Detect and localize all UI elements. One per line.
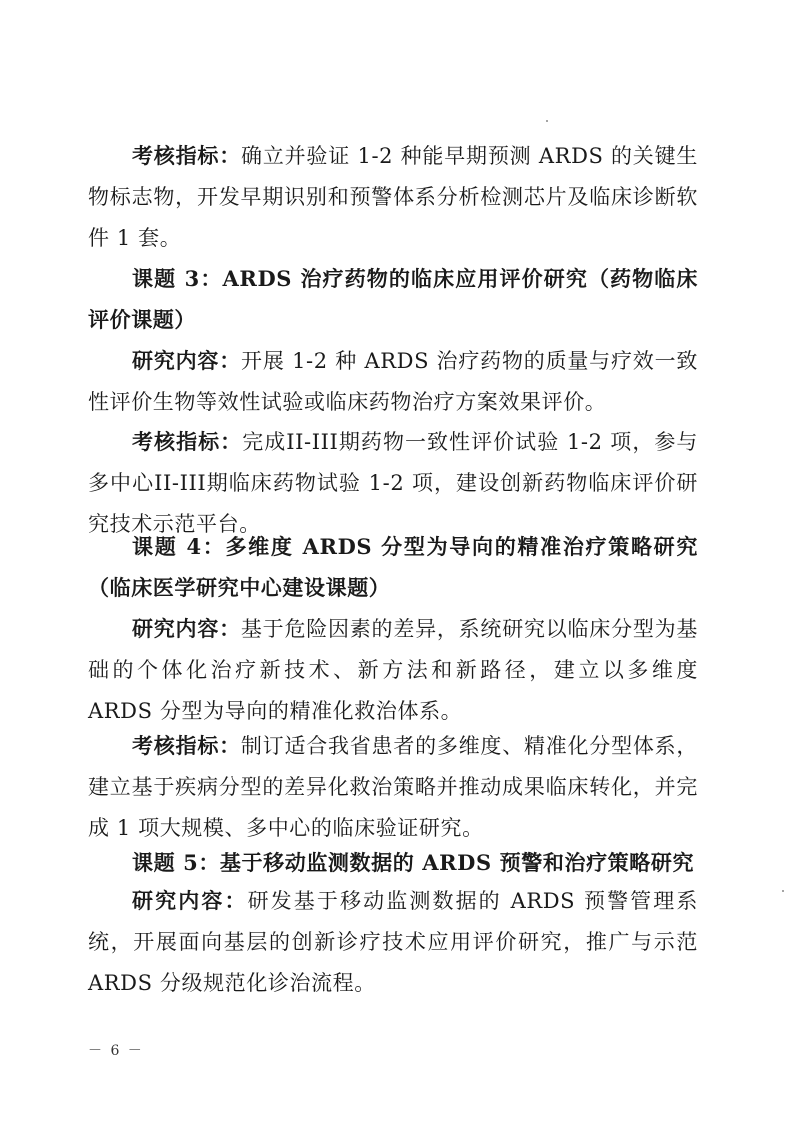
label-assessment-indicators: 考核指标： bbox=[132, 143, 242, 168]
paragraph-research-content-5 bbox=[88, 880, 698, 1004]
label-research-content: 研究内容： bbox=[132, 616, 241, 641]
scan-speck bbox=[782, 890, 784, 892]
heading-topic-3 bbox=[88, 258, 698, 340]
label-research-content: 研究内容： bbox=[132, 888, 248, 913]
paragraph-assessment-indicators-1 bbox=[88, 135, 698, 259]
paragraph-text: 确立并验证 1-2 种能早期预测 ARDS 的关键生物标志物，开发早期识别和预警体系分析检测芯片及临床诊断软件 1 套。 bbox=[88, 144, 698, 250]
page-number: － 6 － bbox=[88, 1043, 144, 1059]
paragraph-text: 开展 1-2 种 ARDS 治疗药物的质量与疗效一致性评价生物等效性试验或临床药物治疗方案效果评价。 bbox=[88, 349, 698, 414]
paragraph-research-content-4 bbox=[88, 608, 698, 732]
label-assessment-indicators: 考核指标： bbox=[132, 733, 241, 758]
heading-text: 课题 3：ARDS 治疗药物的临床应用评价研究（药物临床评价课题） bbox=[88, 266, 698, 332]
paragraph-text: 基于危险因素的差异，系统研究以临床分型为基础的个体化治疗新技术、新方法和新路径，建立以多维度 ARDS 分型为导向的精准化救治体系。 bbox=[88, 617, 699, 723]
heading-text: 课题 4：多维度 ARDS 分型为导向的精准治疗策略研究（临床医学研究中心建设课题） bbox=[88, 534, 698, 600]
heading-text: 课题 5：基于移动监测数据的 ARDS 预警和治疗策略研究 bbox=[132, 850, 695, 875]
paragraph-text: 研发基于移动监测数据的 ARDS 预警管理系统，开展面向基层的创新诊疗技术应用评价研究，推广与示范 ARDS 分级规范化诊治流程。 bbox=[88, 889, 699, 995]
heading-topic-5 bbox=[88, 842, 698, 883]
paragraph-text: 完成II-III期药物一致性评价试验 1-2 项，参与多中心II-III期临床药物试验 1-2 项，建设创新药物临床评价研究技术示范平台。 bbox=[88, 430, 698, 536]
scan-speck bbox=[546, 120, 548, 122]
heading-topic-4 bbox=[88, 526, 698, 608]
label-research-content: 研究内容： bbox=[132, 348, 242, 373]
paragraph-text: 制订适合我省患者的多维度、精准化分型体系，建立基于疾病分型的差异化救治策略并推动成果临床转化，并完成 1 项大规模、多中心的临床验证研究。 bbox=[88, 734, 699, 840]
paragraph-assessment-indicators-4 bbox=[88, 725, 698, 849]
label-assessment-indicators: 考核指标： bbox=[132, 429, 243, 454]
paragraph-research-content-3 bbox=[88, 340, 698, 423]
